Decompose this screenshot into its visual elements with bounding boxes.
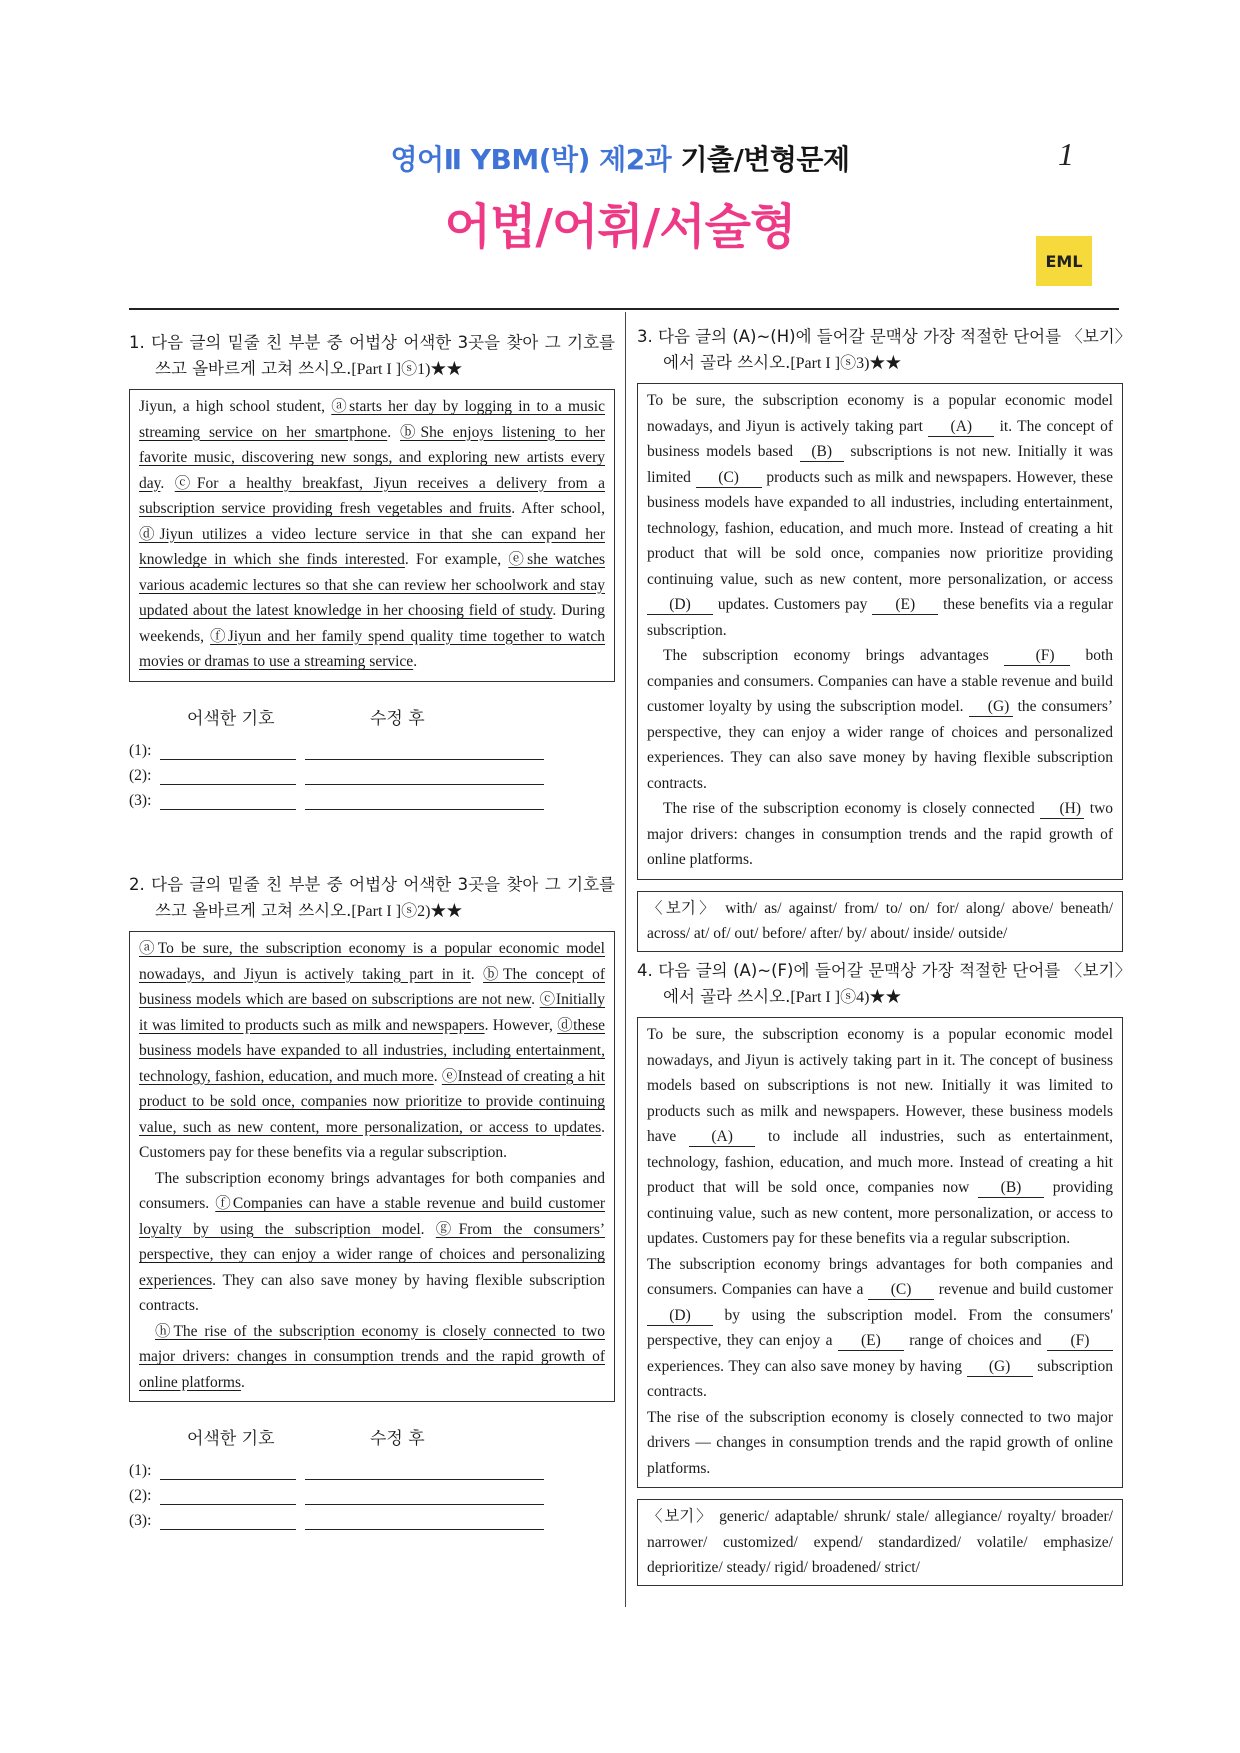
blank-a[interactable]: (A) bbox=[928, 418, 994, 437]
underlined-h: ⓗThe rise of the subscription economy is closely connected to two major drivers: changes in consumption trends and the rapid growth of online platforms bbox=[139, 1322, 605, 1391]
question-2 bbox=[129, 872, 615, 1530]
question-4-passage: To be sure, the subscription economy is a popular economic model nowadays, and Jiyun is actively taking part in it. The concept of business models based on subscriptions is not new. Initially it was limited to products such as milk and newspapers. However, these business models have (A) to include all industries, such as entertainment, technology, fashion, education, and much more. Instead of creating a hit product that will be sold once, companies now (B) providing continuing value, such as new content, more personalization, or access to updates. Customers pay for these benefits via a regular subscription. The subscription economy brings advantages for both companies and consumers. Companies can have a (C) revenue and build customer (D) by using the subscription model. From the consumers' perspective, they can enjoy a (E) range of choices and (F) experiences. They can also save money by having (G) subscription contracts. The rise of the subscription economy is closely connected to two major drivers — changes in consumption trends and the rapid growth of online platforms. bbox=[637, 1017, 1123, 1488]
underlined-c: ⓒFor a healthy breakfast, Jiyun receives a delivery from a subscription service providing fresh vegetables and fruits bbox=[139, 474, 606, 517]
word-bank-box bbox=[637, 891, 1123, 952]
underlined-b: ⓑThe concept of business models which are based on subscriptions are not new bbox=[139, 965, 605, 1008]
blank-g[interactable]: (G) bbox=[969, 698, 1013, 717]
word-bank-words: generic/ adaptable/ shrunk/ stale/ allegiance/ royalty/ broader/ narrower/ customized/ expend/ standardized/ volatile/ emphasize/ deprioritize/ steady/ rigid/ broadened/ strict/ bbox=[647, 1508, 1113, 1576]
answer-row[interactable]: (1): bbox=[129, 1455, 615, 1480]
blank-b[interactable]: (B) bbox=[978, 1179, 1044, 1198]
correction-blank[interactable] bbox=[305, 1513, 544, 1530]
question-2-title: 2. 다음 글의 밑줄 친 부분 중 어법상 어색한 3곳을 찾아 그 기호를 쓰고 올바르게 고쳐 쓰시오.[Part I ]ⓢ2)★★ bbox=[129, 875, 615, 920]
answer-table-header: 어색한 기호 수정 후 bbox=[187, 708, 425, 729]
word-bank-label: 〈보기〉 bbox=[647, 1507, 714, 1525]
question-1-passage: Jiyun, a high school student, ⓐstarts her day by logging in to a music streaming service on her smartphone. ⓑShe enjoys listening to her favorite music, discovering new songs, and exploring new artists every day. ⓒFor a healthy breakfast, Jiyun receives a delivery from a subscription service providing fresh vegetables and fruits. After school, ⓓJiyun utilizes a video lecture service in that she can expand her knowledge in which she finds interested. For example, ⓔshe watches various academic lectures so that she can review her schoolwork and stay updated about the latest knowledge in her choosing field of study. During weekends, ⓕJiyun and her family spend quality time together to watch movies or dramas to use a streaming service. bbox=[129, 389, 615, 682]
blank-f[interactable]: (F) bbox=[1047, 1332, 1113, 1351]
document-subtitle: 어법/어휘/서술형 bbox=[444, 199, 796, 255]
question-3-title: 3. 다음 글의 (A)~(H)에 들어갈 문맥상 가장 적절한 단어를 〈보기〉에서 골라 쓰시오.[Part I ]ⓢ3)★★ bbox=[637, 327, 1123, 372]
symbol-blank[interactable] bbox=[160, 768, 296, 785]
question-4-title: 4. 다음 글의 (A)~(F)에 들어갈 문맥상 가장 적절한 단어를 〈보기〉에서 골라 쓰시오.[Part I ]ⓢ4)★★ bbox=[637, 961, 1123, 1006]
underlined-d: ⓓthese business models have expanded to all industries, including entertainment, technology, fashion, education, and much more bbox=[139, 1016, 606, 1085]
correction-blank[interactable] bbox=[305, 793, 544, 810]
column-divider bbox=[625, 312, 626, 1607]
underlined-f: ⓕCompanies can have a stable revenue and build customer loyalty by using the subscription model bbox=[139, 1195, 606, 1238]
symbol-blank[interactable] bbox=[160, 743, 296, 760]
question-2-passage: ⓐTo be sure, the subscription economy is a popular economic model nowadays, and Jiyun is actively taking part in it. ⓑThe concept of business models which are based on subscriptions are not new. ⓒInitially it was limited to products such as milk and newspapers. However, ⓓthese business models have expanded to all industries, including entertainment, technology, fashion, education, and much more. ⓔInstead of creating a hit product to be sold once, companies now prioritize to provide continuing value, such as new content, more personalization, or access to updates. Customers pay for these benefits via a regular subscription. The subscription economy brings advantages for both companies and consumers. ⓕCompanies can have a stable revenue and build customer loyalty by using the subscription model. ⓖFrom the consumers’ perspective, they can enjoy a wider range of choices and personalizing experiences. They can also save money by having flexible subscription contracts. ⓗThe rise of the subscription economy is closely connected to two major drivers: changes in consumption trends and the rapid growth of online platforms. bbox=[129, 931, 615, 1402]
underlined-g: ⓖFrom the consumers’ perspective, they can enjoy a wider range of choices and personalizing experiences bbox=[139, 1220, 606, 1289]
underlined-c: ⓒInitially it was limited to products such as milk and newspapers bbox=[139, 991, 606, 1034]
answer-table-header: 어색한 기호 수정 후 bbox=[187, 1429, 425, 1449]
underlined-b: ⓑShe enjoys listening to her favorite music, discovering new songs, and exploring new artists every day bbox=[139, 423, 606, 492]
answer-row[interactable]: (2): bbox=[129, 760, 615, 785]
blank-c[interactable]: (C) bbox=[868, 1281, 934, 1300]
blank-h[interactable]: (H) bbox=[1040, 800, 1084, 819]
document-title bbox=[0, 138, 1240, 178]
question-3 bbox=[637, 324, 1123, 952]
underlined-a: ⓐstarts her day by logging in to a music streaming service on her smartphone bbox=[139, 398, 605, 441]
eml-badge: EML bbox=[1036, 236, 1092, 286]
underlined-d: ⓓJiyun utilizes a video lecture service in that she can expand her knowledge in which she finds interested bbox=[139, 525, 605, 568]
page-number: 1 bbox=[1058, 136, 1074, 172]
underlined-e: ⓔInstead of creating a hit product to be sold once, companies now prioritize to provide continuing value, such as new content, more personalization, or access to updates bbox=[139, 1067, 606, 1136]
symbol-blank[interactable] bbox=[160, 793, 296, 810]
blank-a[interactable]: (A) bbox=[689, 1128, 755, 1147]
correction-blank[interactable] bbox=[305, 768, 544, 785]
blank-d[interactable]: (D) bbox=[647, 1307, 713, 1326]
blank-g[interactable]: (G) bbox=[967, 1358, 1033, 1377]
blank-d[interactable]: (D) bbox=[647, 596, 713, 615]
blank-e[interactable]: (E) bbox=[872, 596, 938, 615]
symbol-blank[interactable] bbox=[160, 1513, 296, 1530]
blank-b[interactable]: (B) bbox=[800, 443, 844, 462]
underlined-a: ⓐTo be sure, the subscription economy is a popular economic model nowadays, and Jiyun is actively taking part in it bbox=[139, 940, 605, 983]
answer-row[interactable]: (3): bbox=[129, 1505, 615, 1530]
answer-row[interactable]: (3): bbox=[129, 785, 615, 810]
header-rule bbox=[129, 308, 1119, 310]
blank-c[interactable]: (C) bbox=[696, 469, 762, 488]
question-3-passage: To be sure, the subscription economy is a popular economic model nowadays, and Jiyun is actively taking part (A) it. The concept of business models based (B) subscriptions is not new. Initially it was limited (C) products such as milk and newspapers. However, these business models have expanded to all industries, including entertainment, technology, fashion, education, and much more. Instead of creating a hit product that will be sold once, companies now prioritize providing continuing value, such as new content, more personalization, or access (D) updates. Customers pay (E) these benefits via a regular subscription. The subscription economy brings advantages (F) both companies and consumers. Companies can have a stable revenue and build customer loyalty by using the subscription model. (G) the consumers’ perspective, they can enjoy a wider range of choices and personalized experiences. They can also save money by having flexible subscription contracts. The rise of the subscription economy is closely connected (H) two major drivers: changes in consumption trends and the rapid growth of online platforms. bbox=[637, 383, 1123, 880]
blank-e[interactable]: (E) bbox=[838, 1332, 904, 1351]
subject-label: 영어Ⅱ YBM(박) 제2과 bbox=[390, 143, 672, 176]
underlined-e: ⓔshe watches various academic lectures so that she can review her schoolwork and stay updated about the latest knowledge in her choosing field of study bbox=[139, 551, 605, 619]
underlined-f: ⓕJiyun and her family spend quality time together to watch movies or dramas to use a streaming service bbox=[139, 627, 605, 670]
question-1-title: 1. 다음 글의 밑줄 친 부분 중 어법상 어색한 3곳을 찾아 그 기호를 쓰고 올바르게 고쳐 쓰시오.[Part I ]ⓢ1)★★ bbox=[129, 333, 615, 378]
type-label: 기출/변형문제 bbox=[680, 143, 850, 176]
word-bank-box bbox=[637, 1499, 1123, 1586]
word-bank-label: 〈보기〉 bbox=[647, 898, 718, 917]
correction-blank[interactable] bbox=[305, 1488, 544, 1505]
symbol-blank[interactable] bbox=[160, 1488, 296, 1505]
answer-row[interactable]: (2): bbox=[129, 1480, 615, 1505]
answer-row[interactable]: (1): bbox=[129, 735, 615, 760]
blank-f[interactable]: (F) bbox=[1004, 647, 1070, 666]
correction-blank[interactable] bbox=[305, 1463, 544, 1480]
word-bank-words: with/ as/ against/ from/ to/ on/ for/ along/ above/ beneath/ across/ at/ of/ out/ before/ after/ by/ about/ inside/ outside/ bbox=[647, 899, 1113, 942]
question-1 bbox=[129, 330, 615, 810]
correction-blank[interactable] bbox=[305, 743, 544, 760]
symbol-blank[interactable] bbox=[160, 1463, 296, 1480]
question-4 bbox=[637, 958, 1123, 1586]
